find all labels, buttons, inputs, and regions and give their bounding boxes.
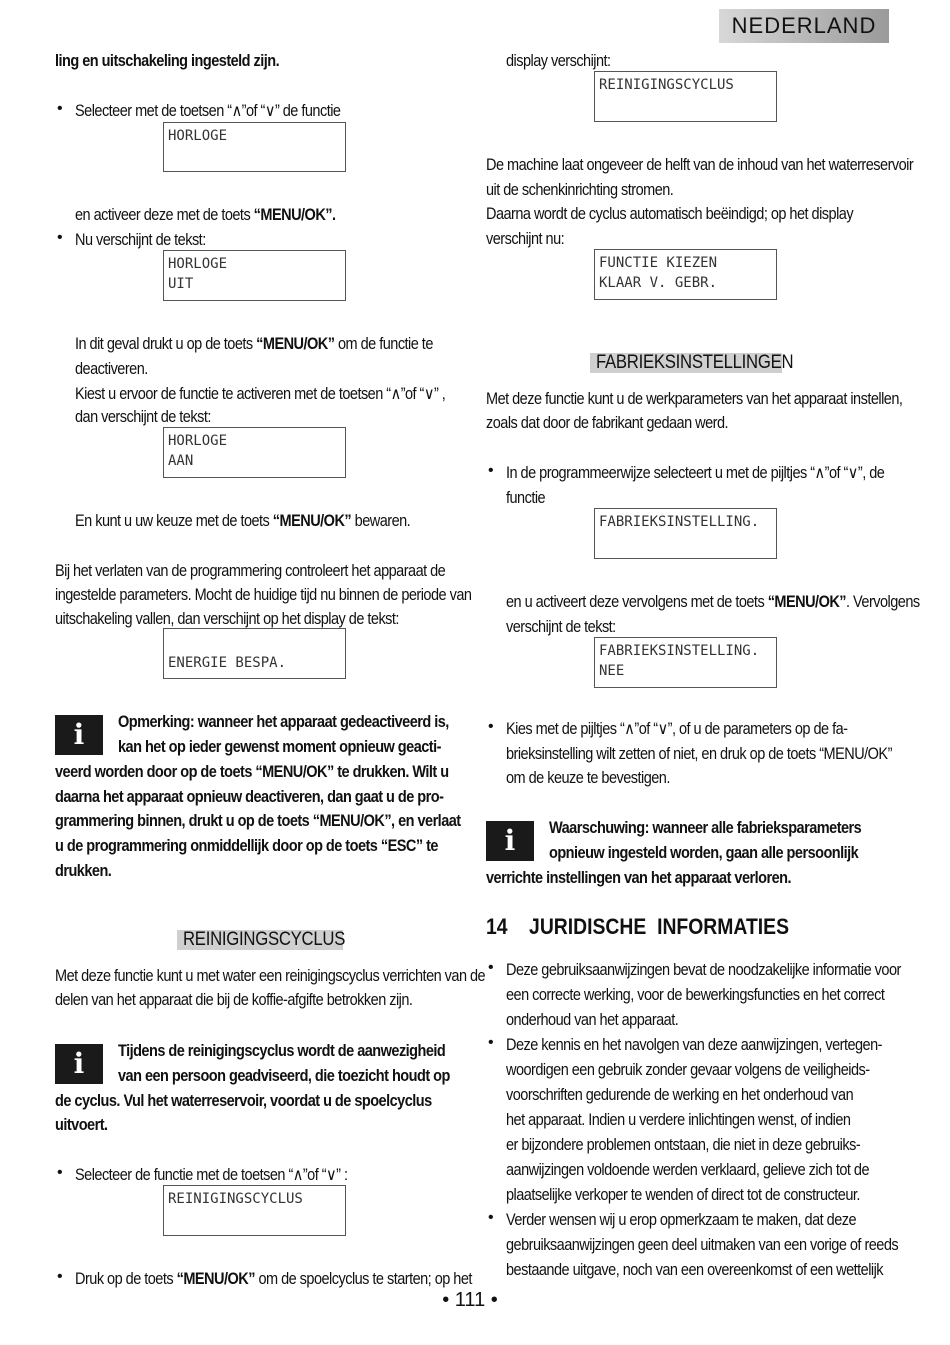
lcd-line: HORLOGE [168, 256, 228, 272]
note-line: de cyclus. Vul het waterreservoir, voordat u de spoelcyclus [55, 1092, 432, 1110]
list-line: het apparaat. Indien u verdere inlichtingen wenst, of indien [506, 1111, 851, 1129]
bullet-text: functie [506, 489, 546, 507]
note-line: u de programmering onmiddellijk door op de toets “ESC” te [55, 837, 438, 855]
list-line: een correcte werking, voor de bewerkingsfuncties en het correct [506, 986, 885, 1004]
key-name: “MENU/OK” [176, 1270, 255, 1288]
list-line: Deze gebruiksaanwijzingen bevat de noodzakelijke informatie voor [506, 961, 901, 979]
text: om de spoelcyclus te starten; op het [254, 1270, 472, 1288]
bullet: • [488, 718, 494, 735]
lcd-line: UIT [168, 276, 194, 292]
paragraph: Bij het verlaten van de programmering controleert het apparaat de [55, 562, 446, 580]
note-line: van een persoon geadviseerd, die toezicht houdt op [118, 1067, 450, 1085]
bullet: • [57, 1164, 63, 1181]
list-line: plaatselijke verkoper te wenden of direct tot de constructeur. [506, 1186, 860, 1204]
text: om de functie te [334, 335, 433, 353]
page-number: • 111 • [442, 1289, 498, 1311]
paragraph [506, 590, 920, 615]
note-line: verrichte instellingen van het apparaat verloren. [486, 869, 791, 887]
list-line: woordigen een gebruik zonder gevaar volgens de veiligheids- [506, 1061, 870, 1079]
paragraph: ingestelde parameters. Mocht de huidige tijd nu binnen de periode van [55, 586, 472, 604]
text: . Vervolgens [846, 593, 920, 611]
bullet-text: In de programmeerwijze selecteert u met de pijltjes “∧”of “∨”, de [506, 464, 885, 482]
lcd-display [594, 71, 777, 122]
paragraph: deactiveren. [75, 360, 148, 378]
paragraph [75, 509, 410, 534]
lcd-line: FABRIEKSINSTELLING. [599, 514, 760, 530]
note-line: grammering binnen, drukt u op de toets “MENU/OK”, en verlaat [55, 812, 461, 830]
list-line: er bijzondere problemen ontstaan, die niet in deze gebruiks- [506, 1136, 861, 1154]
bullet: • [57, 229, 63, 246]
bullet-text: brieksinstelling wilt zetten of niet, en druk op de toets “MENU/OK” [506, 745, 892, 763]
lcd-display [594, 508, 777, 559]
bullet-text: om de keuze te bevestigen. [506, 769, 670, 787]
paragraph: zoals dat door de fabrikant gedaan werd. [486, 414, 729, 432]
key-name: “MENU/OK” [256, 335, 335, 353]
paragraph: De machine laat ongeveer de helft van de inhoud van het waterreservoir [486, 156, 914, 174]
lcd-line: HORLOGE [168, 128, 228, 144]
note-line: drukken. [55, 862, 112, 880]
key-name: “MENU/OK” [767, 593, 847, 611]
lcd-line: FABRIEKSINSTELLING. [599, 643, 760, 659]
bullet-text: Kies met de pijltjes “∧”of “∨”, of u de parameters op de fa- [506, 720, 848, 738]
lcd-line: REINIGINGSCYCLUS [168, 1191, 303, 1207]
bullet: • [488, 1034, 494, 1051]
section-label: FABRIEKSINSTELLINGEN [596, 352, 794, 373]
section-title [590, 352, 794, 373]
lcd-display [163, 122, 346, 172]
lcd-line: HORLOGE [168, 433, 228, 449]
lcd-display [594, 249, 777, 300]
paragraph: verschijnt nu: [486, 230, 565, 248]
section-label: REINIGINGSCYCLUS [183, 929, 346, 950]
paragraph: verschijnt de tekst: [506, 618, 616, 636]
key-name: “MENU/OK”. [253, 206, 336, 224]
lcd-line: NEE [599, 663, 625, 679]
lcd-display [163, 1185, 346, 1236]
chapter-heading [486, 914, 830, 940]
paragraph [75, 332, 433, 357]
paragraph: Met deze functie kunt u met water een reinigingscyclus verrichten van de [55, 967, 486, 985]
info-icon: i [55, 1044, 103, 1084]
bullet: • [57, 1268, 63, 1285]
lcd-line: REINIGINGSCYCLUS [599, 77, 734, 93]
paragraph: delen van het apparaat die bij de koffie-afgifte betrokken zijn. [55, 991, 413, 1009]
paragraph: dan verschijnt de tekst: [75, 408, 211, 426]
paragraph: uitschakeling vallen, dan verschijnt op het display de tekst: [55, 610, 399, 628]
paragraph [75, 203, 336, 228]
list-line: Deze kennis en het navolgen van deze aanwijzingen, vertegen- [506, 1036, 882, 1054]
paragraph: uit de schenkinrichting stromen. [486, 181, 674, 199]
text: En kunt u uw keuze met de toets [75, 512, 273, 530]
paragraph: ling en uitschakeling ingesteld zijn. [55, 52, 280, 70]
note-line: daarna het apparaat opnieuw deactiveren, dan gaat u de pro- [55, 788, 444, 806]
bullet: • [488, 959, 494, 976]
paragraph: Met deze functie kunt u de werkparameters van het apparaat instellen, [486, 390, 903, 408]
bullet: • [57, 100, 63, 117]
info-icon: i [55, 715, 103, 755]
list-line: bestaande uitgave, noch van een overeenkomst of een wettelijk [506, 1261, 884, 1279]
text: en activeer deze met de toets [75, 206, 254, 224]
lcd-line: ENERGIE BESPA. [168, 655, 287, 671]
list-line: aanwijzingen voldoende werden verklaard, gelieve zich tot de [506, 1161, 870, 1179]
note-line: veerd worden door op de toets “MENU/OK” te drukken. Wilt u [55, 763, 449, 781]
lcd-line: FUNCTIE KIEZEN [599, 255, 718, 271]
note-line: Waarschuwing: wanneer alle fabrieksparameters [549, 819, 862, 837]
lcd-display [163, 427, 346, 478]
language-tab: NEDERLAND [719, 9, 889, 43]
text: In dit geval drukt u op de toets [75, 335, 257, 353]
note-line: Opmerking: wanneer het apparaat gedeactiveerd is, [118, 713, 449, 731]
bullet-text: Nu verschijnt de tekst: [75, 231, 206, 249]
paragraph: Kiest u ervoor de functie te activeren met de toetsen “∧”of “∨” , [75, 385, 446, 403]
lcd-display [594, 637, 777, 688]
lcd-line: AAN [168, 453, 194, 469]
list-line: gebruiksaanwijzingen geen deel uitmaken van een vorige of reeds [506, 1236, 899, 1254]
text: en u activeert deze vervolgens met de toets [506, 593, 768, 611]
bullet-text [75, 1267, 472, 1292]
list-line: Verder wensen wij u erop opmerkzaam te maken, dat deze [506, 1211, 857, 1229]
lcd-display [163, 628, 346, 679]
bullet: • [488, 462, 494, 479]
section-title [177, 929, 346, 950]
list-line: voorschriften gedurende de werking en het onderhoud van [506, 1086, 854, 1104]
note-line: kan het op ieder gewenst moment opnieuw geacti- [118, 738, 441, 756]
note-line: Tijdens de reinigingscyclus wordt de aanwezigheid [118, 1042, 446, 1060]
lcd-line: KLAAR V. GEBR. [599, 275, 718, 291]
bullet-text: Selecteer de functie met de toetsen “∧”of “∨” : [75, 1166, 348, 1184]
note-line: uitvoert. [55, 1116, 108, 1134]
note-line: opnieuw ingesteld worden, gaan alle persoonlijk [549, 844, 859, 862]
bullet-text: Selecteer met de toetsen “∧”of “∨” de functie [75, 102, 341, 120]
info-icon: i [486, 821, 534, 861]
heading-text: 14 JURIDISCHE INFORMATIES [486, 914, 789, 939]
list-line: onderhoud van het apparaat. [506, 1011, 679, 1029]
paragraph: Daarna wordt de cyclus automatisch beëindigd; op het display [486, 205, 854, 223]
paragraph: display verschijnt: [506, 52, 611, 70]
text: Druk op de toets [75, 1270, 177, 1288]
lcd-display [163, 250, 346, 301]
key-name: “MENU/OK” [272, 512, 352, 530]
bullet: • [488, 1209, 494, 1226]
text: bewaren. [351, 512, 411, 530]
